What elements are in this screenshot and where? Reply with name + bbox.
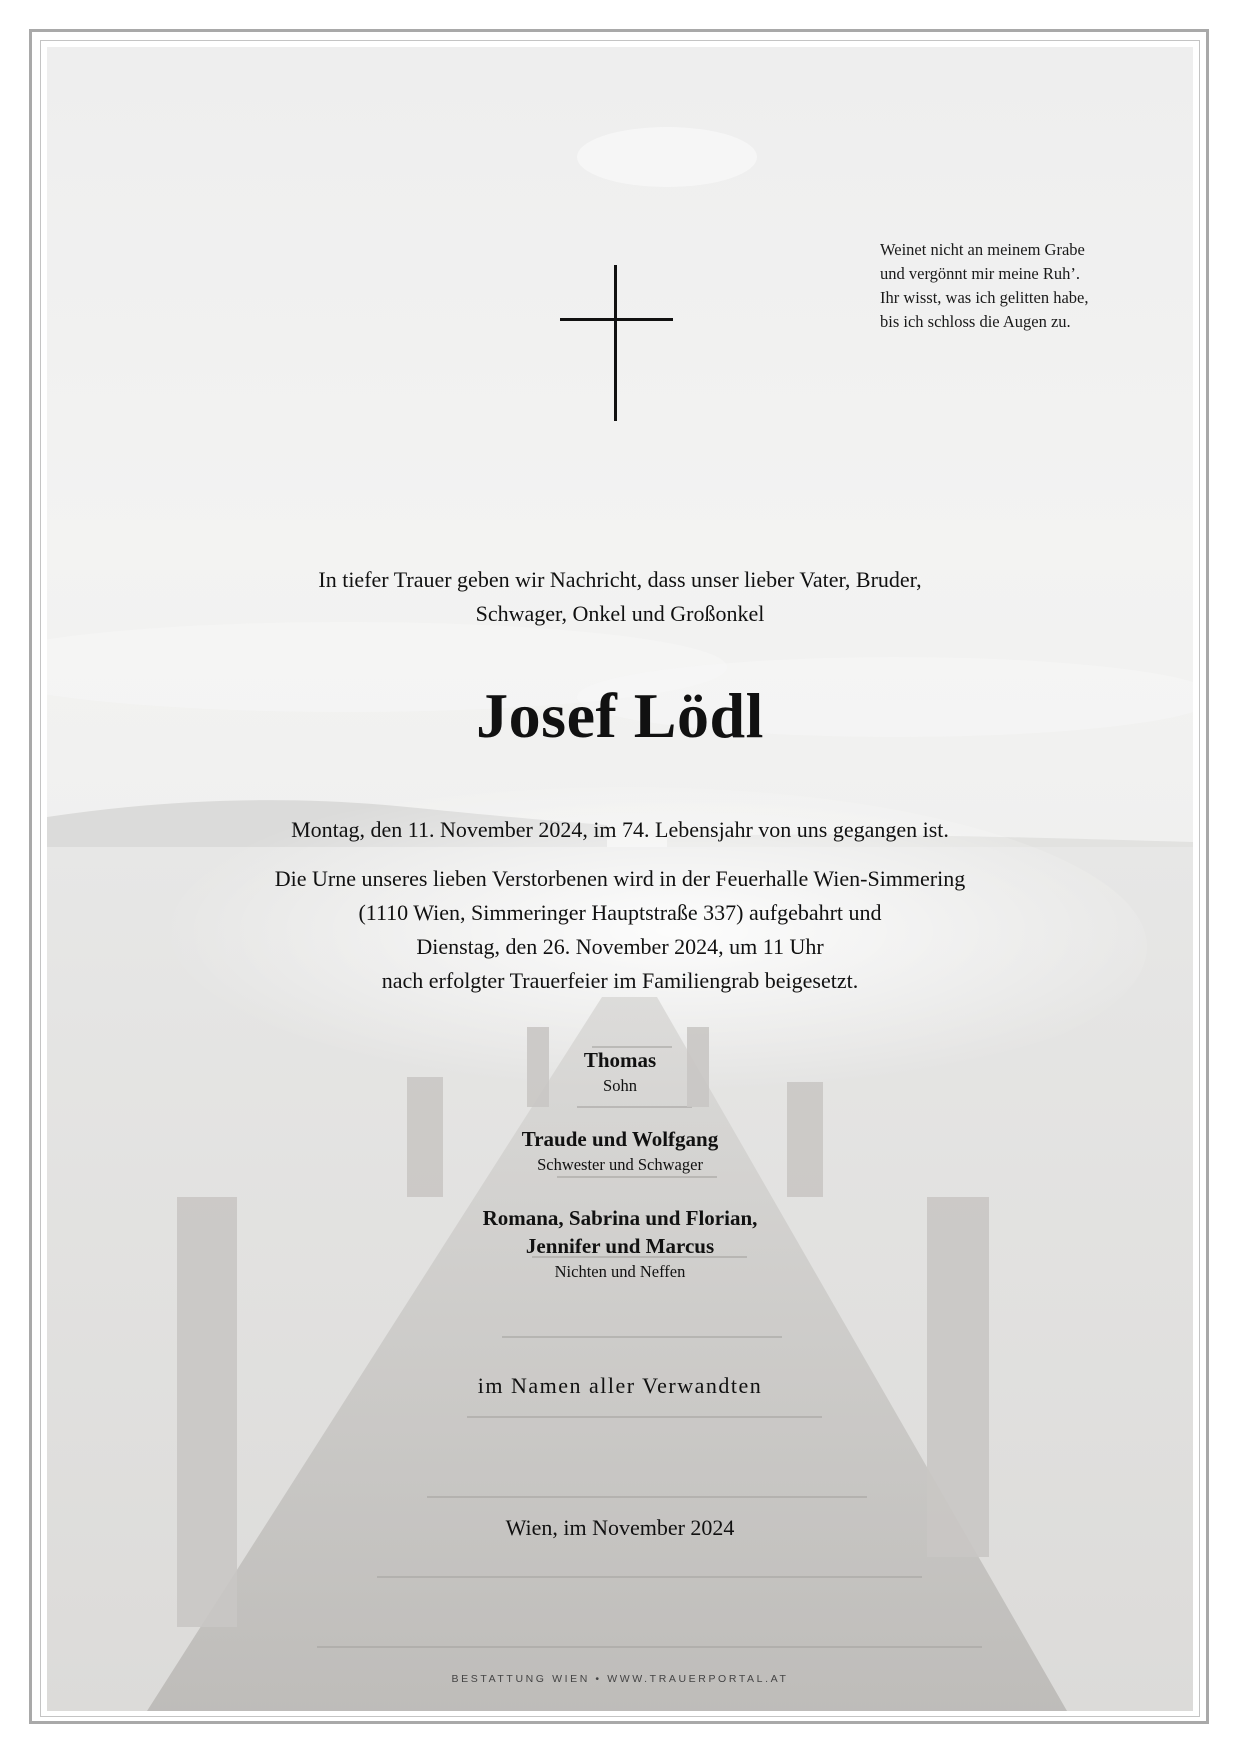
mourner-group	[100, 1046, 1140, 1098]
footer-credit: BESTATTUNG WIEN • WWW.TRAUERPORTAL.AT	[451, 1673, 789, 1685]
mourner-name: Thomas	[583, 1048, 657, 1072]
poem	[880, 238, 1180, 334]
mourner-name: Jennifer und Marcus	[525, 1234, 715, 1258]
funeral-line: nach erfolgter Trauerfeier im Familiengrab beigesetzt.	[381, 968, 859, 993]
place-date: Wien, im November 2024	[505, 1515, 735, 1540]
mourner-name: Romana, Sabrina und Florian,	[482, 1206, 758, 1230]
mourner-relation: Schwester und Schwager	[537, 1155, 703, 1174]
poem-line: und vergönnt mir meine Ruh’.	[880, 264, 1080, 283]
poem-line: Ihr wisst, was ich gelitten habe,	[880, 288, 1089, 307]
funeral-line: Die Urne unseres lieben Verstorbenen wird in der Feuerhalle Wien-Simmering	[274, 866, 966, 891]
intro-line: In tiefer Trauer geben wir Nachricht, dass unser lieber Vater, Bruder,	[318, 567, 922, 592]
mourner-name: Traude und Wolfgang	[521, 1127, 719, 1151]
mourner-group	[100, 1204, 1140, 1284]
funeral-details	[100, 862, 1140, 998]
funeral-line: Dienstag, den 26. November 2024, um 11 Uhr	[416, 934, 824, 959]
on-behalf-line: im Namen aller Verwandten	[477, 1373, 763, 1398]
mourner-group	[100, 1125, 1140, 1177]
mourner-relation: Sohn	[603, 1076, 637, 1095]
poem-line: Weinet nicht an meinem Grabe	[880, 240, 1085, 259]
deceased-name: Josef Lödl	[476, 680, 764, 751]
intro-text	[100, 563, 1140, 631]
poem-line: bis ich schloss die Augen zu.	[880, 312, 1071, 331]
mourner-relation: Nichten und Neffen	[554, 1262, 686, 1281]
intro-line: Schwager, Onkel und Großonkel	[475, 601, 765, 626]
cross-icon	[560, 265, 673, 421]
death-notice: Montag, den 11. November 2024, im 74. Lebensjahr von uns gegangen ist.	[291, 817, 949, 842]
funeral-line: (1110 Wien, Simmeringer Hauptstraße 337) aufgebahrt und	[358, 900, 882, 925]
